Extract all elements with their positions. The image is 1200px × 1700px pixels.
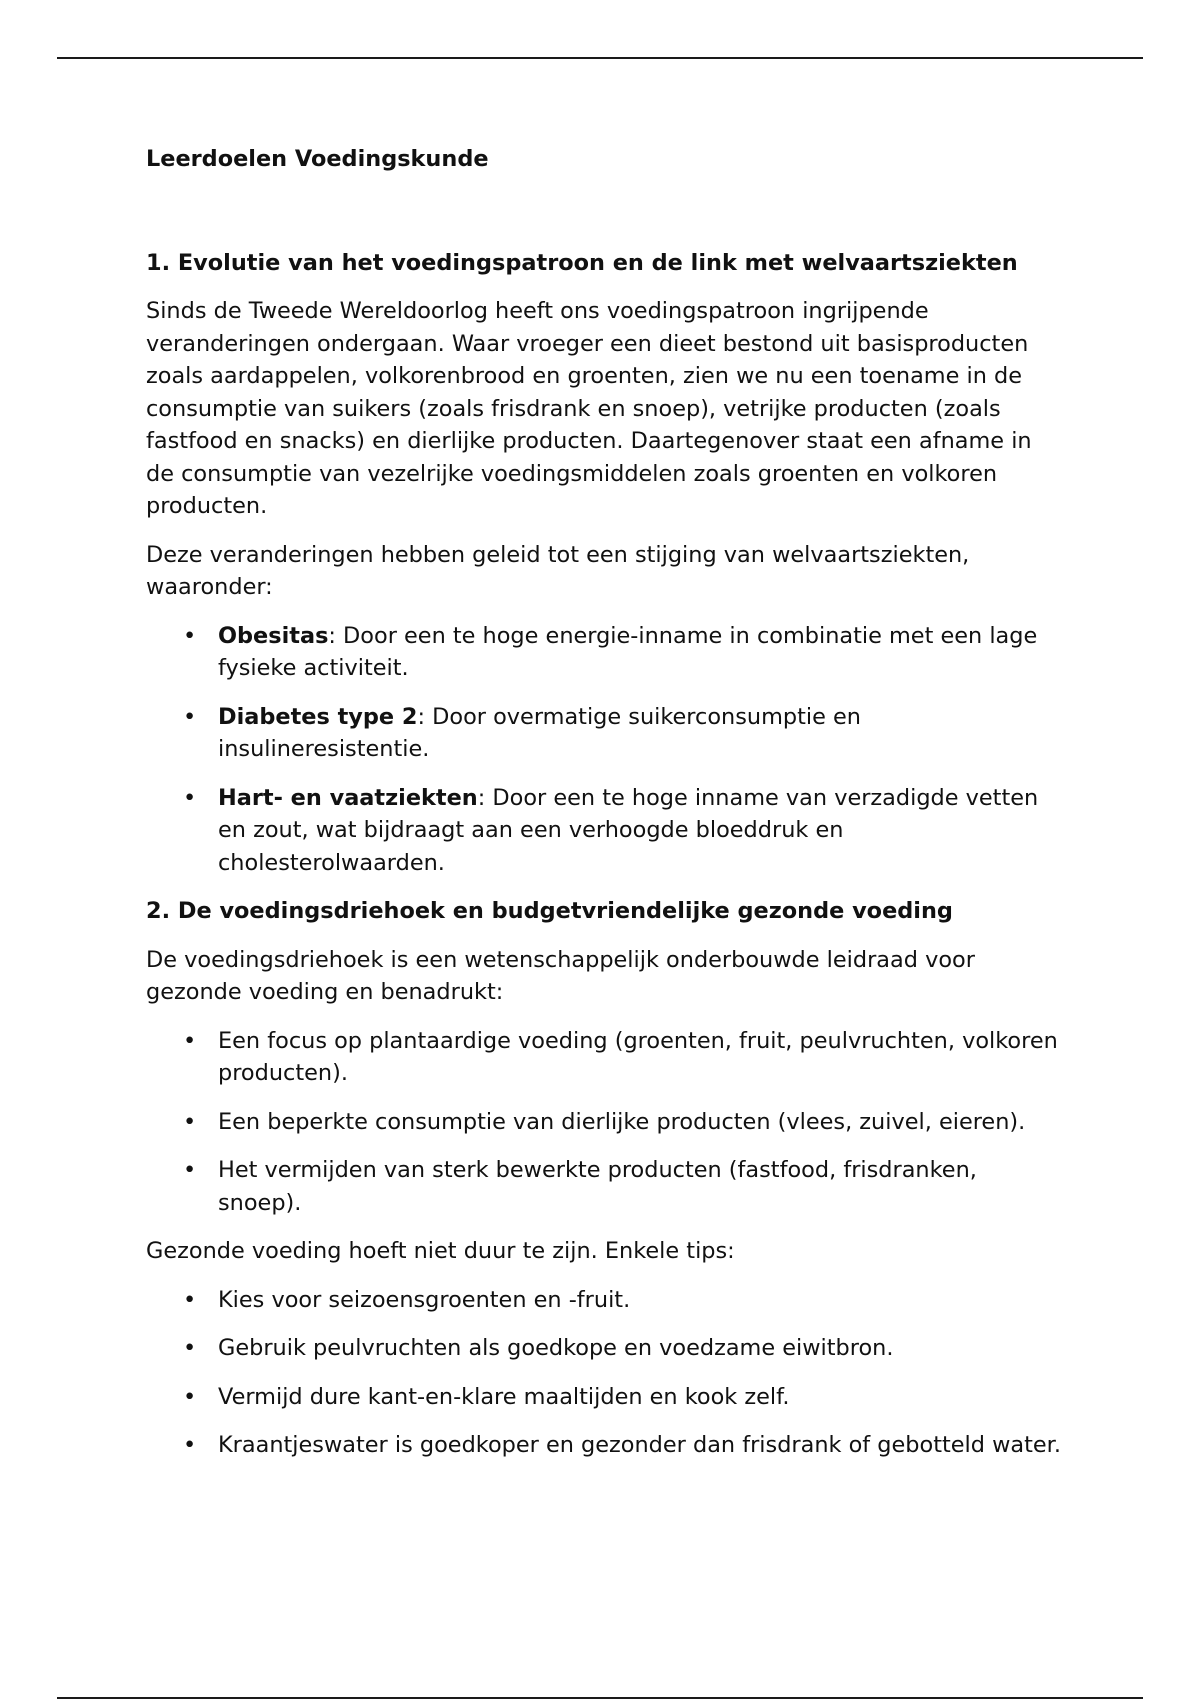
- list-item-text: Gebruik peulvruchten als goedkope en voedzame eiwitbron.: [218, 1335, 894, 1361]
- section-heading-2: 2. De voedingsdriehoek en budgetvriendelijke gezonde voeding: [146, 898, 953, 924]
- list-item-text: Kraantjeswater is goedkoper en gezonder dan frisdrank of gebotteld water.: [218, 1432, 1061, 1458]
- list-item-text: Vermijd dure kant-en-klare maaltijden en kook zelf.: [218, 1383, 790, 1410]
- bullet-icon: •: [183, 1157, 197, 1183]
- list-item: [146, 782, 1066, 880]
- list-item: [146, 1429, 1066, 1462]
- list-item-text: Een focus op plantaardige voeding (groenten, fruit, peulvruchten, volkoren producten).: [218, 1027, 1058, 1086]
- bullet-icon: •: [183, 1108, 197, 1135]
- bullet-icon: •: [183, 703, 197, 730]
- document-body: [146, 143, 1066, 1478]
- budget-tips-list: [146, 1284, 1066, 1462]
- bullet-icon: •: [183, 1286, 197, 1313]
- list-item: [146, 1332, 1066, 1365]
- list-item: [146, 1381, 1066, 1414]
- bottom-rule: [57, 1697, 1143, 1699]
- document-title: Leerdoelen Voedingskunde: [146, 146, 489, 172]
- list-item-text: : Door overmatige suikerconsumptie en insulineresistentie.: [218, 703, 861, 762]
- top-rule: [57, 57, 1143, 59]
- food-triangle-list: [146, 1025, 1066, 1220]
- list-item: [146, 620, 1066, 685]
- list-item: [146, 701, 1066, 766]
- section-1-lead-paragraph: Deze veranderingen hebben geleid tot een stijging van welvaartsziekten, waaronder:: [146, 541, 970, 600]
- section-2-tips-intro: Gezonde voeding hoeft niet duur te zijn. Enkele tips:: [146, 1238, 735, 1264]
- section-heading-1: 1. Evolutie van het voedingspatroon en de link met welvaartsziekten: [146, 249, 1018, 276]
- list-item-term: Diabetes type 2: [218, 703, 418, 730]
- bullet-icon: •: [183, 1335, 197, 1361]
- list-item-text: Het vermijden van sterk bewerkte producten (fastfood, frisdranken, snoep).: [218, 1157, 977, 1216]
- section-1-intro-paragraph: Sinds de Tweede Wereldoorlog heeft ons voedingspatroon ingrijpende veranderingen ondergaan. Waar vroeger een dieet bestond uit basisproducten zoals aardappelen, volkorenbrood en groenten, zien we nu een toename in de consumptie van suikers (zoals frisdrank en snoep), vetrijke producten (zoals fastfood en snacks) en dierlijke producten. Daartegenover staat een afname in de consumptie van vezelrijke voedingsmiddelen zoals groenten en volkoren producten.: [146, 298, 1032, 519]
- list-item-term: Obesitas: [218, 622, 329, 649]
- list-item: [146, 1154, 1066, 1219]
- list-item-text: : Door een te hoge energie-inname in combinatie met een lage fysieke activiteit.: [218, 622, 1038, 681]
- list-item-text: Een beperkte consumptie van dierlijke producten (vlees, zuivel, eieren).: [218, 1108, 1026, 1135]
- bullet-icon: •: [183, 784, 197, 811]
- list-item-text: : Door een te hoge inname van verzadigde vetten en zout, wat bijdraagt aan een verhoogde bloeddruk en cholesterolwaarden.: [218, 784, 1039, 876]
- list-item: [146, 1284, 1066, 1317]
- bullet-icon: •: [183, 1432, 197, 1458]
- bullet-icon: •: [183, 1027, 197, 1054]
- welfare-diseases-list: [146, 620, 1066, 880]
- section-2-intro-paragraph: De voedingsdriehoek is een wetenschappelijk onderbouwde leidraad voor gezonde voeding en benadrukt:: [146, 946, 975, 1005]
- list-item: [146, 1106, 1066, 1139]
- bullet-icon: •: [183, 622, 197, 649]
- list-item-text: Kies voor seizoensgroenten en -fruit.: [218, 1286, 631, 1313]
- list-item-term: Hart- en vaatziekten: [218, 784, 478, 811]
- bullet-icon: •: [183, 1383, 197, 1410]
- list-item: [146, 1025, 1066, 1090]
